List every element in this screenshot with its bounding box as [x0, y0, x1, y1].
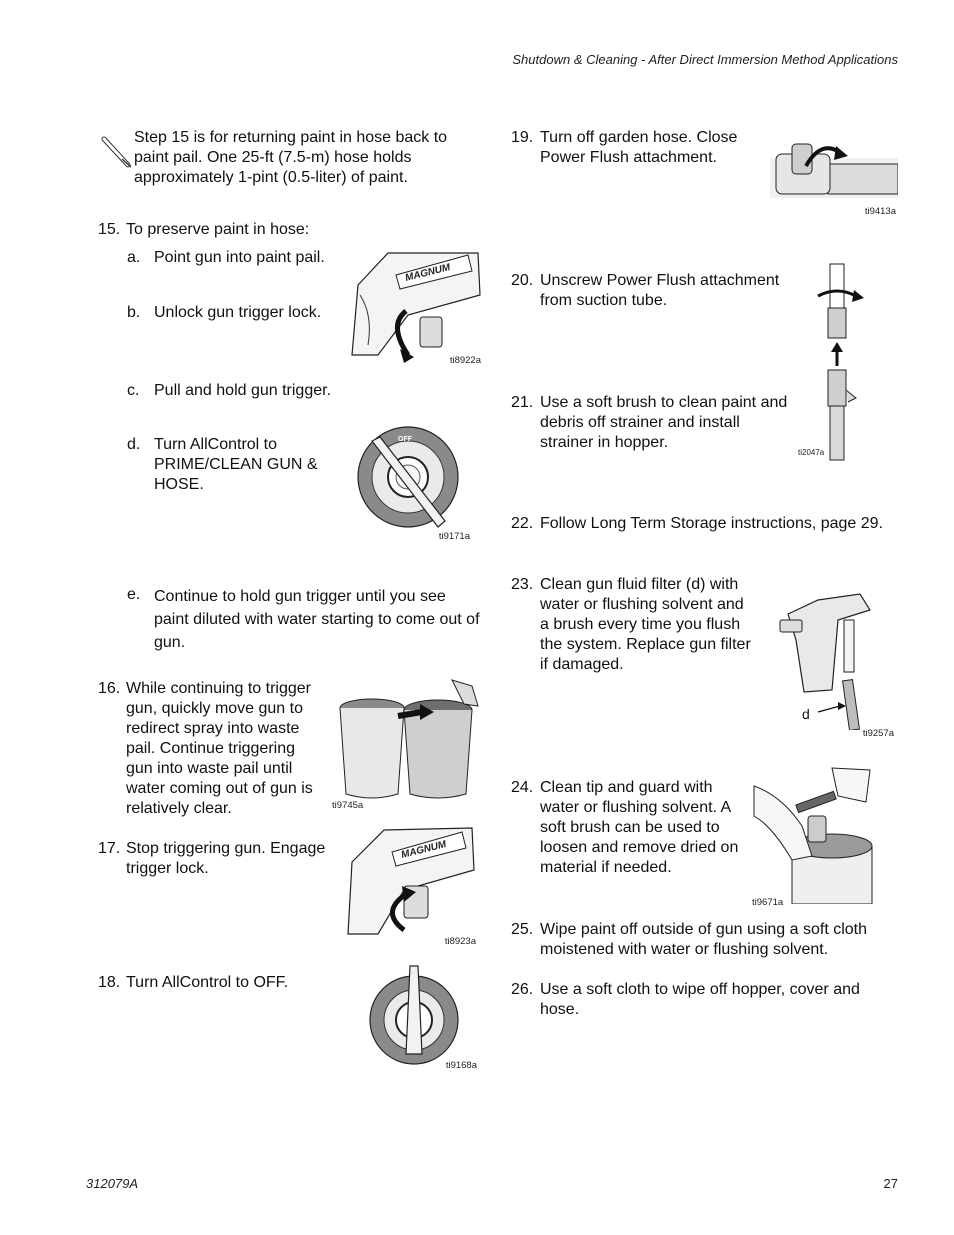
brand-label-2: MAGNUM: [400, 839, 448, 861]
step-15-number: 15.: [98, 221, 121, 238]
figure-spray-gun-filter: [778, 580, 894, 740]
filter-callout-d: d: [802, 706, 810, 722]
step-15a-letter: a.: [127, 249, 141, 266]
step-15a-text: Point gun into paint pail.: [154, 249, 325, 266]
step-24-text: Clean tip and guard with water or flushing solvent. A soft brush can be used to loosen and remove dried on material if needed.: [540, 779, 739, 876]
step-15b-letter: b.: [127, 304, 141, 321]
footer-doc-number: 312079A: [86, 1176, 139, 1191]
note-text: Step 15 is for returning paint in hose back to paint pail. One 25-ft (7.5-m) hose holds approximately 1-pint (0.5-liter) of paint.: [134, 129, 448, 186]
dial-off-label: OFF: [398, 436, 412, 443]
step-21-text: Use a soft brush to clean paint and debris off strainer and install strainer in hopper.: [540, 394, 788, 451]
figure-suction-tube: [796, 262, 872, 462]
figure-paint-and-waste-pails: [332, 676, 484, 812]
step-15c-letter: c.: [127, 382, 140, 399]
step-15e-letter: e.: [127, 586, 141, 603]
step-18-text: Turn AllControl to OFF.: [126, 974, 289, 991]
figure-gun-trigger-lock: [344, 822, 480, 950]
step-23-text: Clean gun fluid filter (d) with water or flushing solvent and a brush every time you flush the system. Replace gun filter if damaged.: [540, 576, 751, 673]
brand-label: MAGNUM: [404, 262, 452, 284]
step-20-number: 20.: [511, 272, 534, 289]
figure-tag-ti9671a: ti9671a: [752, 897, 784, 908]
step-15c-text: Pull and hold gun trigger.: [154, 382, 332, 399]
step-25-number: 25.: [511, 921, 534, 938]
figure-tag-ti9413a: ti9413a: [864, 206, 896, 217]
step-18-number: 18.: [98, 974, 121, 991]
page-header: Shutdown & Cleaning - After Direct Immersion Method Applications: [512, 52, 898, 67]
figure-gun-trigger-unlock: [348, 245, 483, 370]
figure-power-flush-valve: [770, 136, 898, 221]
figure-allcontrol-dial-off: [362, 964, 477, 1076]
step-26-text: Use a soft cloth to wipe off hopper, cover and hose.: [540, 981, 860, 1018]
step-15e-text: Continue to hold gun trigger until you see paint diluted with water starting to come out of gun.: [154, 588, 480, 651]
step-25-text: Wipe paint off outside of gun using a soft cloth moistened with water or flushing solvent.: [540, 921, 868, 958]
step-22-text: Follow Long Term Storage instructions, page 29.: [540, 515, 884, 532]
pencil-icon: [100, 133, 134, 169]
step-19-text: Turn off garden hose. Close Power Flush attachment.: [540, 129, 738, 166]
step-15b-text: Unlock gun trigger lock.: [154, 304, 322, 321]
figure-tag-ti8923a: ti8923a: [444, 936, 476, 947]
step-16-number: 16.: [98, 680, 121, 697]
figure-tag-ti9257a: ti9257a: [862, 728, 894, 739]
footer-page-number: 27: [883, 1176, 898, 1191]
step-16-text: While continuing to trigger gun, quickly move gun to redirect spray into waste pail. Continue triggering gun into waste pail until water coming out of gun is relatively clear.: [126, 680, 313, 817]
step-15d-letter: d.: [127, 436, 141, 453]
figure-tag-ti9168a: ti9168a: [445, 1060, 477, 1071]
step-19-number: 19.: [511, 129, 534, 146]
figure-tag-ti8922a: ti8922a: [449, 355, 481, 366]
step-24-number: 24.: [511, 779, 534, 796]
step-23-number: 23.: [511, 576, 534, 593]
step-22-number: 22.: [511, 515, 534, 532]
step-17-text: Stop triggering gun. Engage trigger lock.: [126, 840, 326, 877]
figure-tag-ti9745a: ti9745a: [332, 800, 364, 811]
step-15d-text: Turn AllControl to PRIME/CLEAN GUN & HOSE.: [154, 436, 318, 493]
step-21-number: 21.: [511, 394, 534, 411]
figure-cleaning-tip: [752, 766, 876, 911]
figure-tag-ti2047a: ti2047a: [798, 448, 825, 457]
step-26-number: 26.: [511, 981, 534, 998]
figure-tag-ti9171a: ti9171a: [438, 531, 470, 542]
step-20-text: Unscrew Power Flush attachment from suction tube.: [540, 272, 780, 309]
step-17-number: 17.: [98, 840, 121, 857]
figure-allcontrol-dial-prime: [350, 425, 470, 545]
step-15-text: To preserve paint in hose:: [126, 221, 310, 238]
